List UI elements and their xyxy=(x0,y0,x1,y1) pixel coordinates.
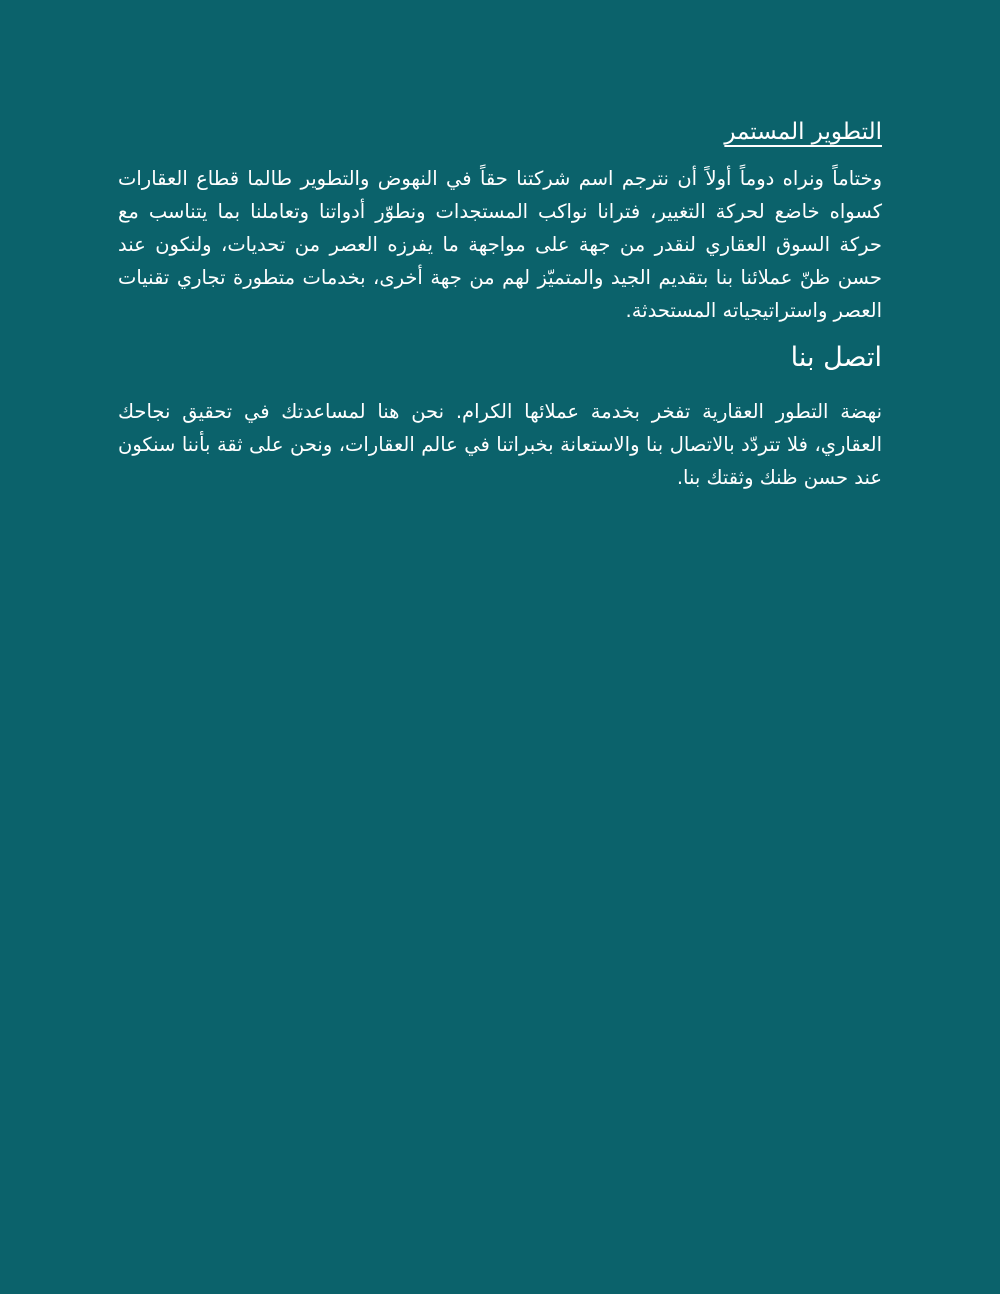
continuous-development-heading: التطوير المستمر xyxy=(724,119,882,145)
contact-us-paragraph: نهضة التطور العقارية تفخر بخدمة عملائها الكرام. نحن هنا لمساعدتك في تحقيق نجاحك العقاري، فلا تتردّد بالاتصال بنا والاستعانة بخبراتنا في عالم العقارات، ونحن على ثقة بأننا سنكون عند حسن ظنك وثقتك بنا. xyxy=(118,399,882,489)
contact-us-heading: اتصل بنا xyxy=(790,342,882,374)
continuous-development-paragraph: وختاماً ونراه دوماً أولاً أن نترجم اسم شركتنا حقاً في النهوض والتطوير طالما قطاع العقارات كسواه خاضع لحركة التغيير، فترانا نواكب المستجدات ونطوّر أدواتنا وتعاملنا بما يتناسب مع حركة السوق العقاري لنقدر من جهة على مواجهة ما يفرزه العصر من تحديات، ولنكون عند حسن ظنّ عملائنا بنا بتقديم الجيد والمتميّز لهم من جهة أخرى، بخدمات متطورة تجاري تقنيات العصر واستراتيجياته المستحدثة. xyxy=(118,167,882,323)
